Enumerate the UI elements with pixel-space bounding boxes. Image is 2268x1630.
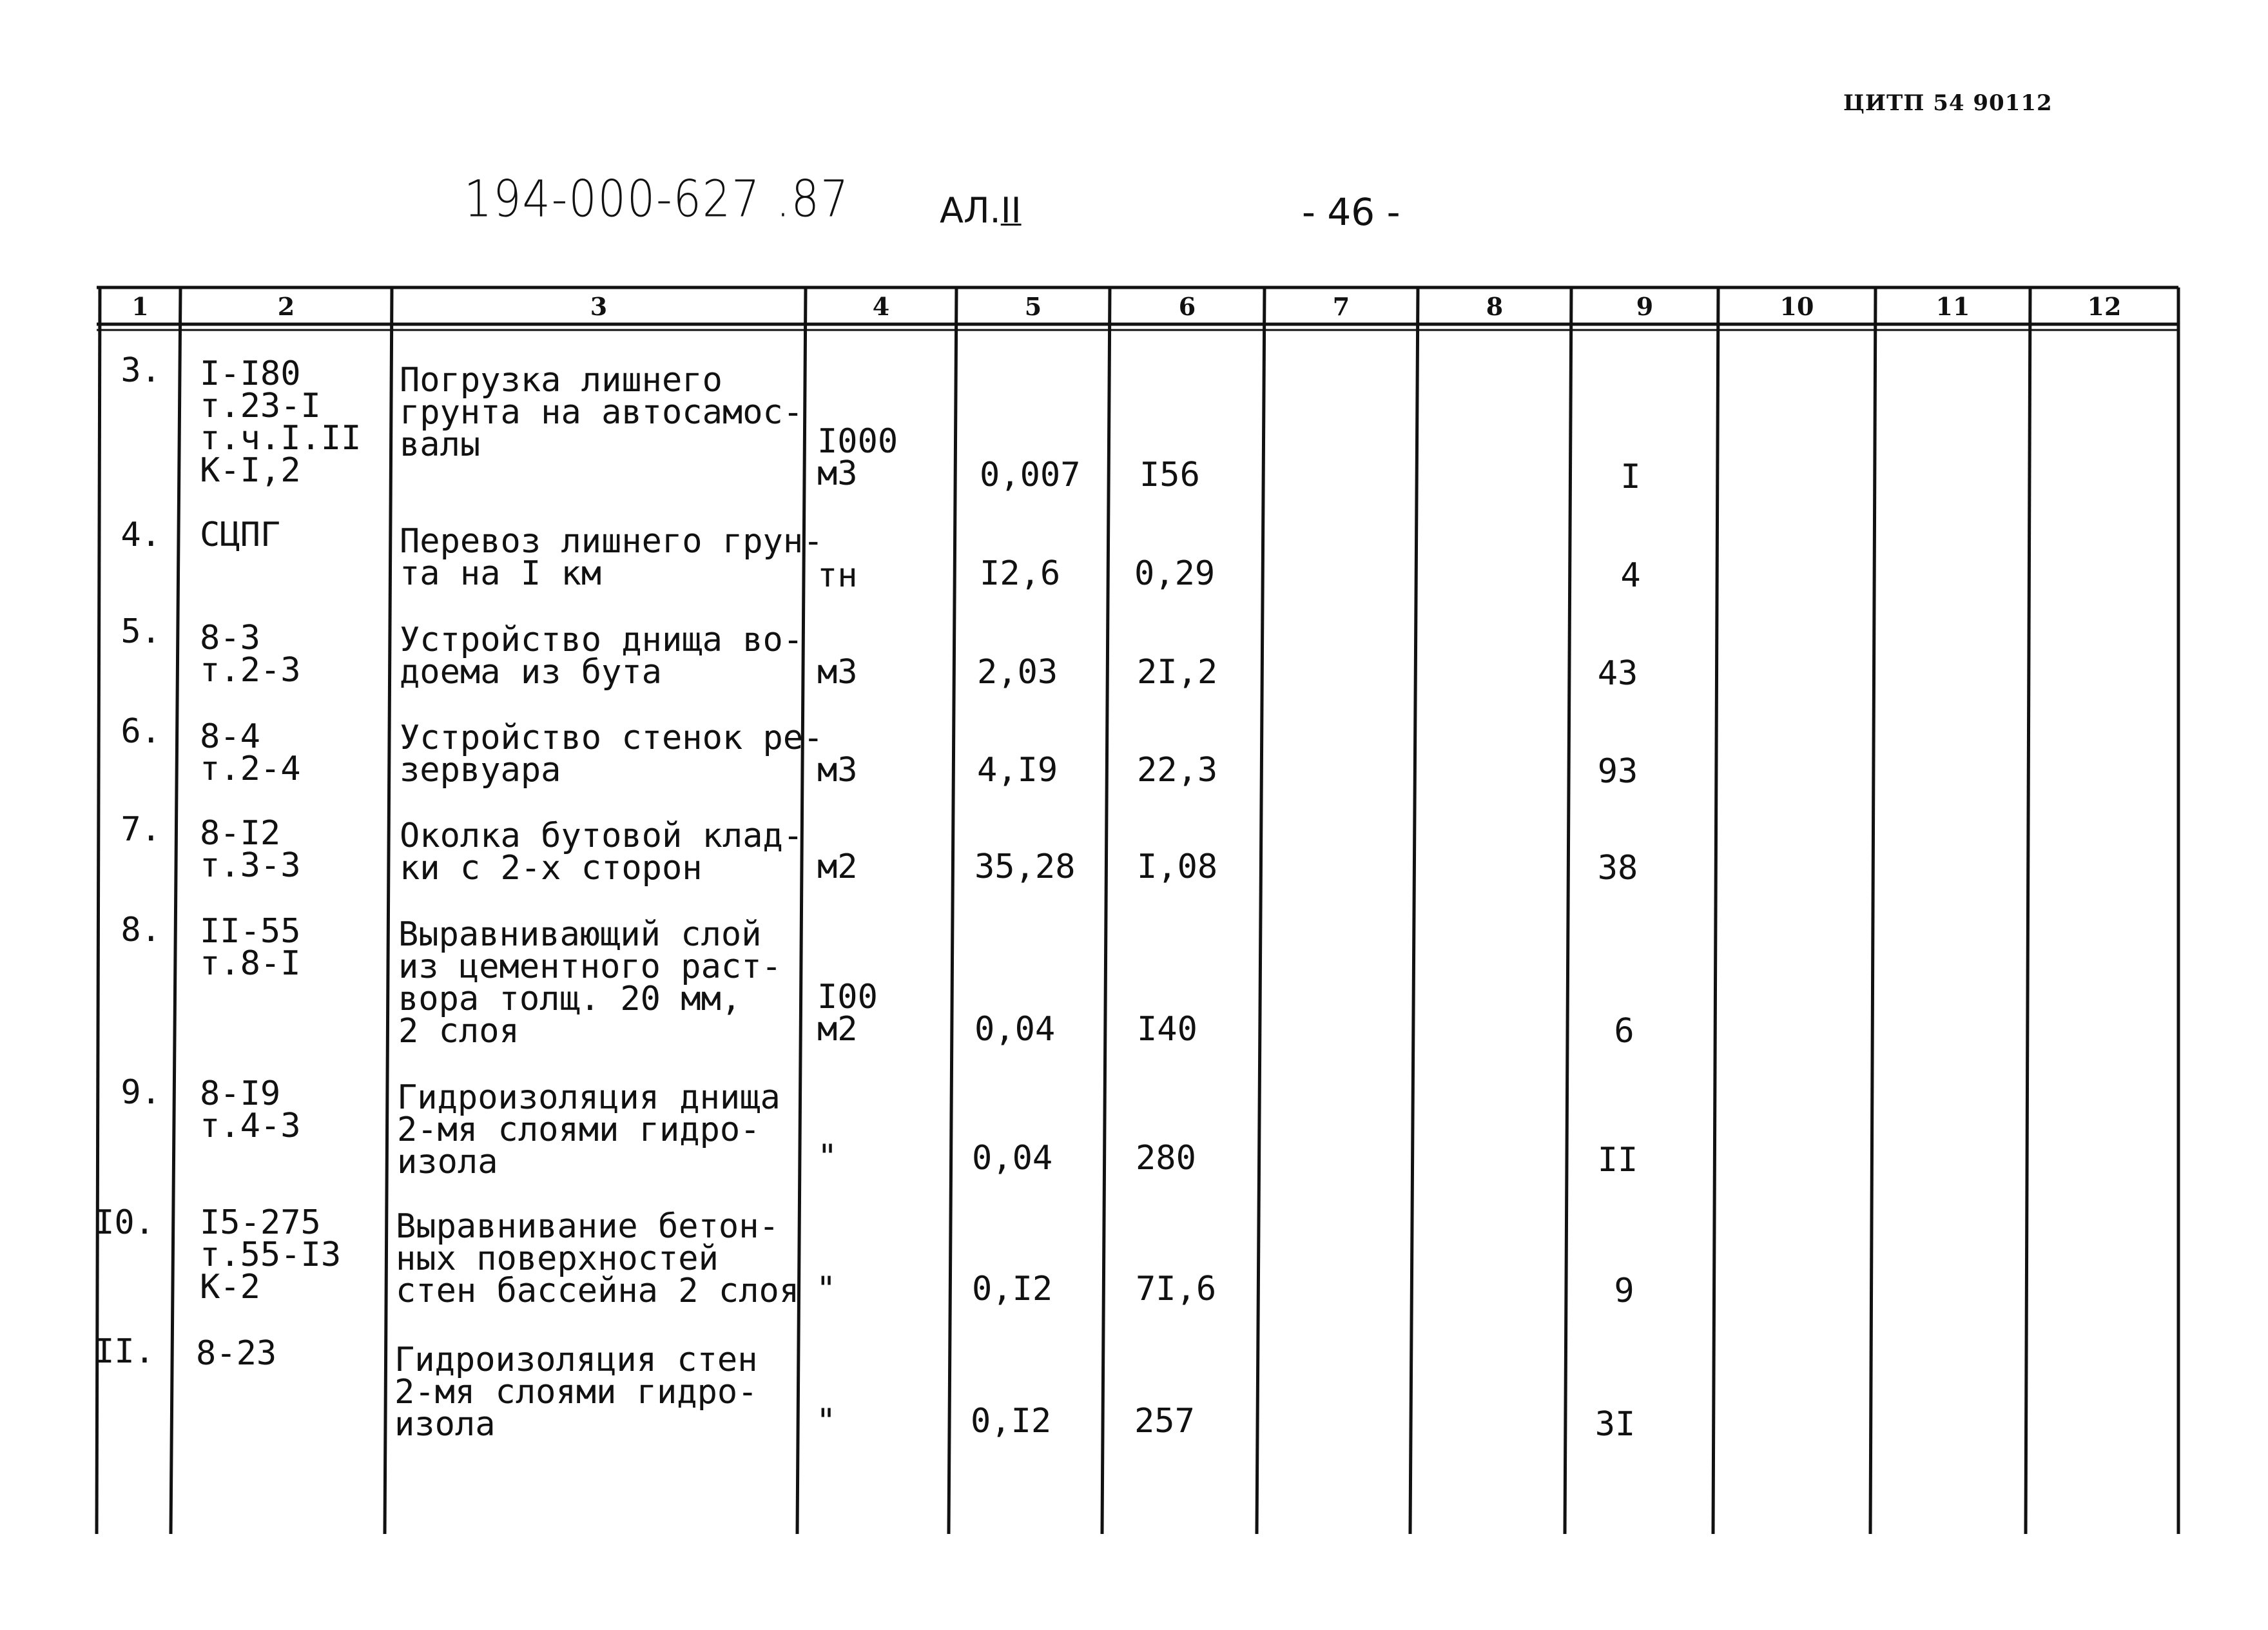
col9-value: 3I [1594,1405,1636,1444]
rate: I56 [1139,456,1200,494]
col9-value: 6 [1614,1012,1634,1051]
unit: " [816,1270,837,1308]
work-name: Устройство стенок ре- зервуара [400,719,824,790]
quantity: I2,6 [980,554,1061,593]
row-number: 8. [121,911,161,949]
col9-value: II [1597,1141,1638,1179]
unit: I000 м3 [817,422,898,493]
col-header-7: 7 [1332,291,1350,321]
col-header-3: 3 [590,291,608,321]
unit: I00 м2 [817,978,878,1049]
row-number: 5. [121,612,161,651]
row-number: 4. [121,516,161,554]
quantity: 2,03 [977,653,1058,692]
quantity: 4,I9 [977,751,1058,790]
document-number: 194-000-627 .87 [464,170,850,229]
rate: I40 [1137,1010,1197,1049]
col-header-9: 9 [1636,291,1654,321]
unit: м3 [817,751,858,790]
archive-stamp: ЦИТП 54 90112 [1843,90,2053,116]
col9-value: I [1620,458,1641,496]
work-name: Устройство днища во- доема из бута [400,621,804,692]
col-header-2: 2 [277,291,295,321]
work-name: Гидроизоляция стен 2-мя слоями гидро- изола [394,1341,758,1444]
norm-code: II-55 т.8-I [200,912,301,983]
rate: 2I,2 [1137,653,1218,692]
work-name: Гидроизоляция днища 2-мя слоями гидро- изола [397,1078,780,1181]
row-number: 3. [121,351,161,390]
unit: м2 [817,848,858,886]
col-header-4: 4 [872,291,890,321]
rate: 280 [1136,1139,1196,1178]
col-header-6: 6 [1178,291,1196,321]
norm-code: СЦПГ [200,516,281,554]
quantity: 35,28 [974,848,1076,886]
unit: тн [817,556,858,595]
work-name: Выравнивание бетон- ных поверхностей стен бассейна 2 слоя [396,1207,800,1310]
page-number: - 46 - [1302,190,1401,234]
col-header-12: 12 [2087,291,2122,321]
quantity: 0,I2 [971,1402,1052,1441]
rate: 7I,6 [1136,1270,1217,1308]
col9-value: 93 [1597,752,1638,791]
col9-value: 4 [1620,556,1641,595]
quantity: 0,04 [974,1010,1056,1049]
row-number: II. [94,1332,155,1371]
norm-code: 8-3 т.2-3 [200,619,301,690]
work-name: Погрузка лишнего грунта на автосамос- валы [400,361,804,464]
norm-code: 8-4 т.2-4 [200,717,301,788]
rate: 0,29 [1134,554,1216,593]
rate: 22,3 [1137,751,1218,790]
rate: I,08 [1137,848,1218,886]
norm-code: I5-275 т.55-I3 К-2 [200,1203,342,1306]
work-name: Перевоз лишнего грун- та на I км [400,522,824,593]
norm-code: 8-I9 т.4-3 [200,1074,301,1145]
col9-value: 9 [1614,1272,1634,1310]
norm-code: I-I80 т.23-I т.ч.I.II К-I,2 [200,354,362,490]
col9-value: 38 [1597,849,1638,888]
row-number: 7. [121,810,161,849]
sheet-prefix: АЛ. [940,190,1001,231]
norm-code: 8-23 [196,1334,277,1373]
work-name: Околка бутовой клад- ки с 2-х сторон [400,817,804,888]
rate: 257 [1134,1402,1195,1441]
quantity: 0,I2 [972,1270,1053,1308]
sheet-roman: II [1000,190,1022,231]
col-header-10: 10 [1779,291,1814,321]
quantity: 0,04 [972,1139,1053,1178]
unit: " [817,1138,838,1176]
unit: м3 [817,653,858,692]
col-header-5: 5 [1024,291,1042,321]
norm-code: 8-I2 т.3-3 [200,814,301,885]
col-header-8: 8 [1486,291,1504,321]
work-name: Выравнивающий слой из цементного раст- вора толщ. 20 мм, 2 слоя [398,915,782,1051]
row-number: I0. [94,1203,155,1242]
row-number: 9. [121,1073,161,1112]
row-number: 6. [121,712,161,751]
col-header-1: 1 [131,291,149,321]
col-header-11: 11 [1935,291,1970,321]
col9-value: 43 [1597,654,1638,693]
unit: " [816,1402,837,1441]
quantity: 0,007 [980,456,1081,494]
